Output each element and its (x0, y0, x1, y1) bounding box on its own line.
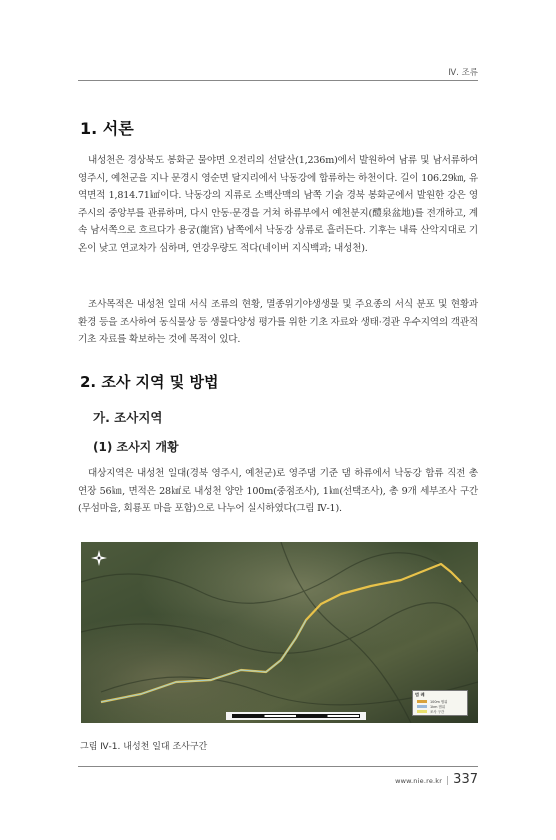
legend-title: 범 례 (415, 692, 425, 697)
legend-item: 1km 범위 (417, 704, 445, 709)
north-arrow-icon (91, 550, 107, 566)
section-title-introduction: 1. 서론 (80, 119, 134, 138)
header-rule (78, 80, 478, 81)
legend-item: 조사 구간 (417, 709, 444, 714)
footer-url[interactable]: www.nie.re.kr (395, 777, 443, 785)
scale-bar (226, 712, 366, 720)
legend-item: 100m 범위 (417, 699, 447, 704)
figure-caption: 그림 Ⅳ-1. 내성천 일대 조사구간 (80, 742, 208, 752)
page-number: 337 (453, 772, 478, 787)
footer-separator: | (446, 776, 450, 786)
section-title-area-method: 2. 조사 지역 및 방법 (80, 373, 219, 391)
running-header: Ⅳ. 조류 (448, 68, 478, 78)
paragraph-purpose: 조사목적은 내성천 일대 서식 조류의 현황, 멸종위기야생생물 및 주요종의 서식 분포 및 현황과 환경 등을 조사하여 동식물상 등 생물다양성 평가를 위한 기초 자료와 생태·경관 우수지역의 객관적 기초 자료를 확보하는 것에 목적이 있다. (78, 299, 478, 346)
page-footer (395, 772, 478, 787)
subsection-title-area: 가. 조사지역 (93, 410, 163, 425)
figure-map-image (81, 542, 478, 723)
paragraph-study-area: 대상지역은 내성천 일대(경북 영주시, 예천군)로 영주댐 기준 댐 하류에서 낙동강 합류 직전 총 연장 56㎞, 면적은 28㎢로 내성천 양안 100m(중점조사), 1㎞(선택조사), 총 9개 세부조사 구간(무섬마을, 회룡포 마을 포함)으로 나누어 실시하였다(그림 Ⅳ-1). (78, 468, 478, 515)
paragraph-overview: 내성천은 경상북도 봉화군 물야면 오전리의 선달산(1,236m)에서 발원하여 남류 및 남서류하여 영주시, 예천군을 지나 문경시 영순면 달지리에서 낙동강에 합류하는 하천이다. 길이 106.29㎞, 유역면적 1,814.71㎢이다. 낙동강의 지류로 소백산맥의 남쪽 기슭 경북 봉화군에서 발원한 강은 영주시의 중앙부를 관류하며, 다시 안동·문경을 거쳐 하류부에서 예천분지(醴泉盆地)를 전개하고, 계속 남서쪽으로 흐르다가 용궁(龍宮) 남쪽에서 낙동강 상류로 흘러든다. 기후는 내륙 산악지대로 기온이 낮고 연교차가 심하며, 연강우량도 적다(네이버 지식백과; 내성천). (78, 155, 478, 254)
subsubsection-title-overview: (1) 조사지 개황 (93, 440, 179, 454)
map-legend (412, 690, 468, 716)
footer-rule (78, 766, 478, 767)
